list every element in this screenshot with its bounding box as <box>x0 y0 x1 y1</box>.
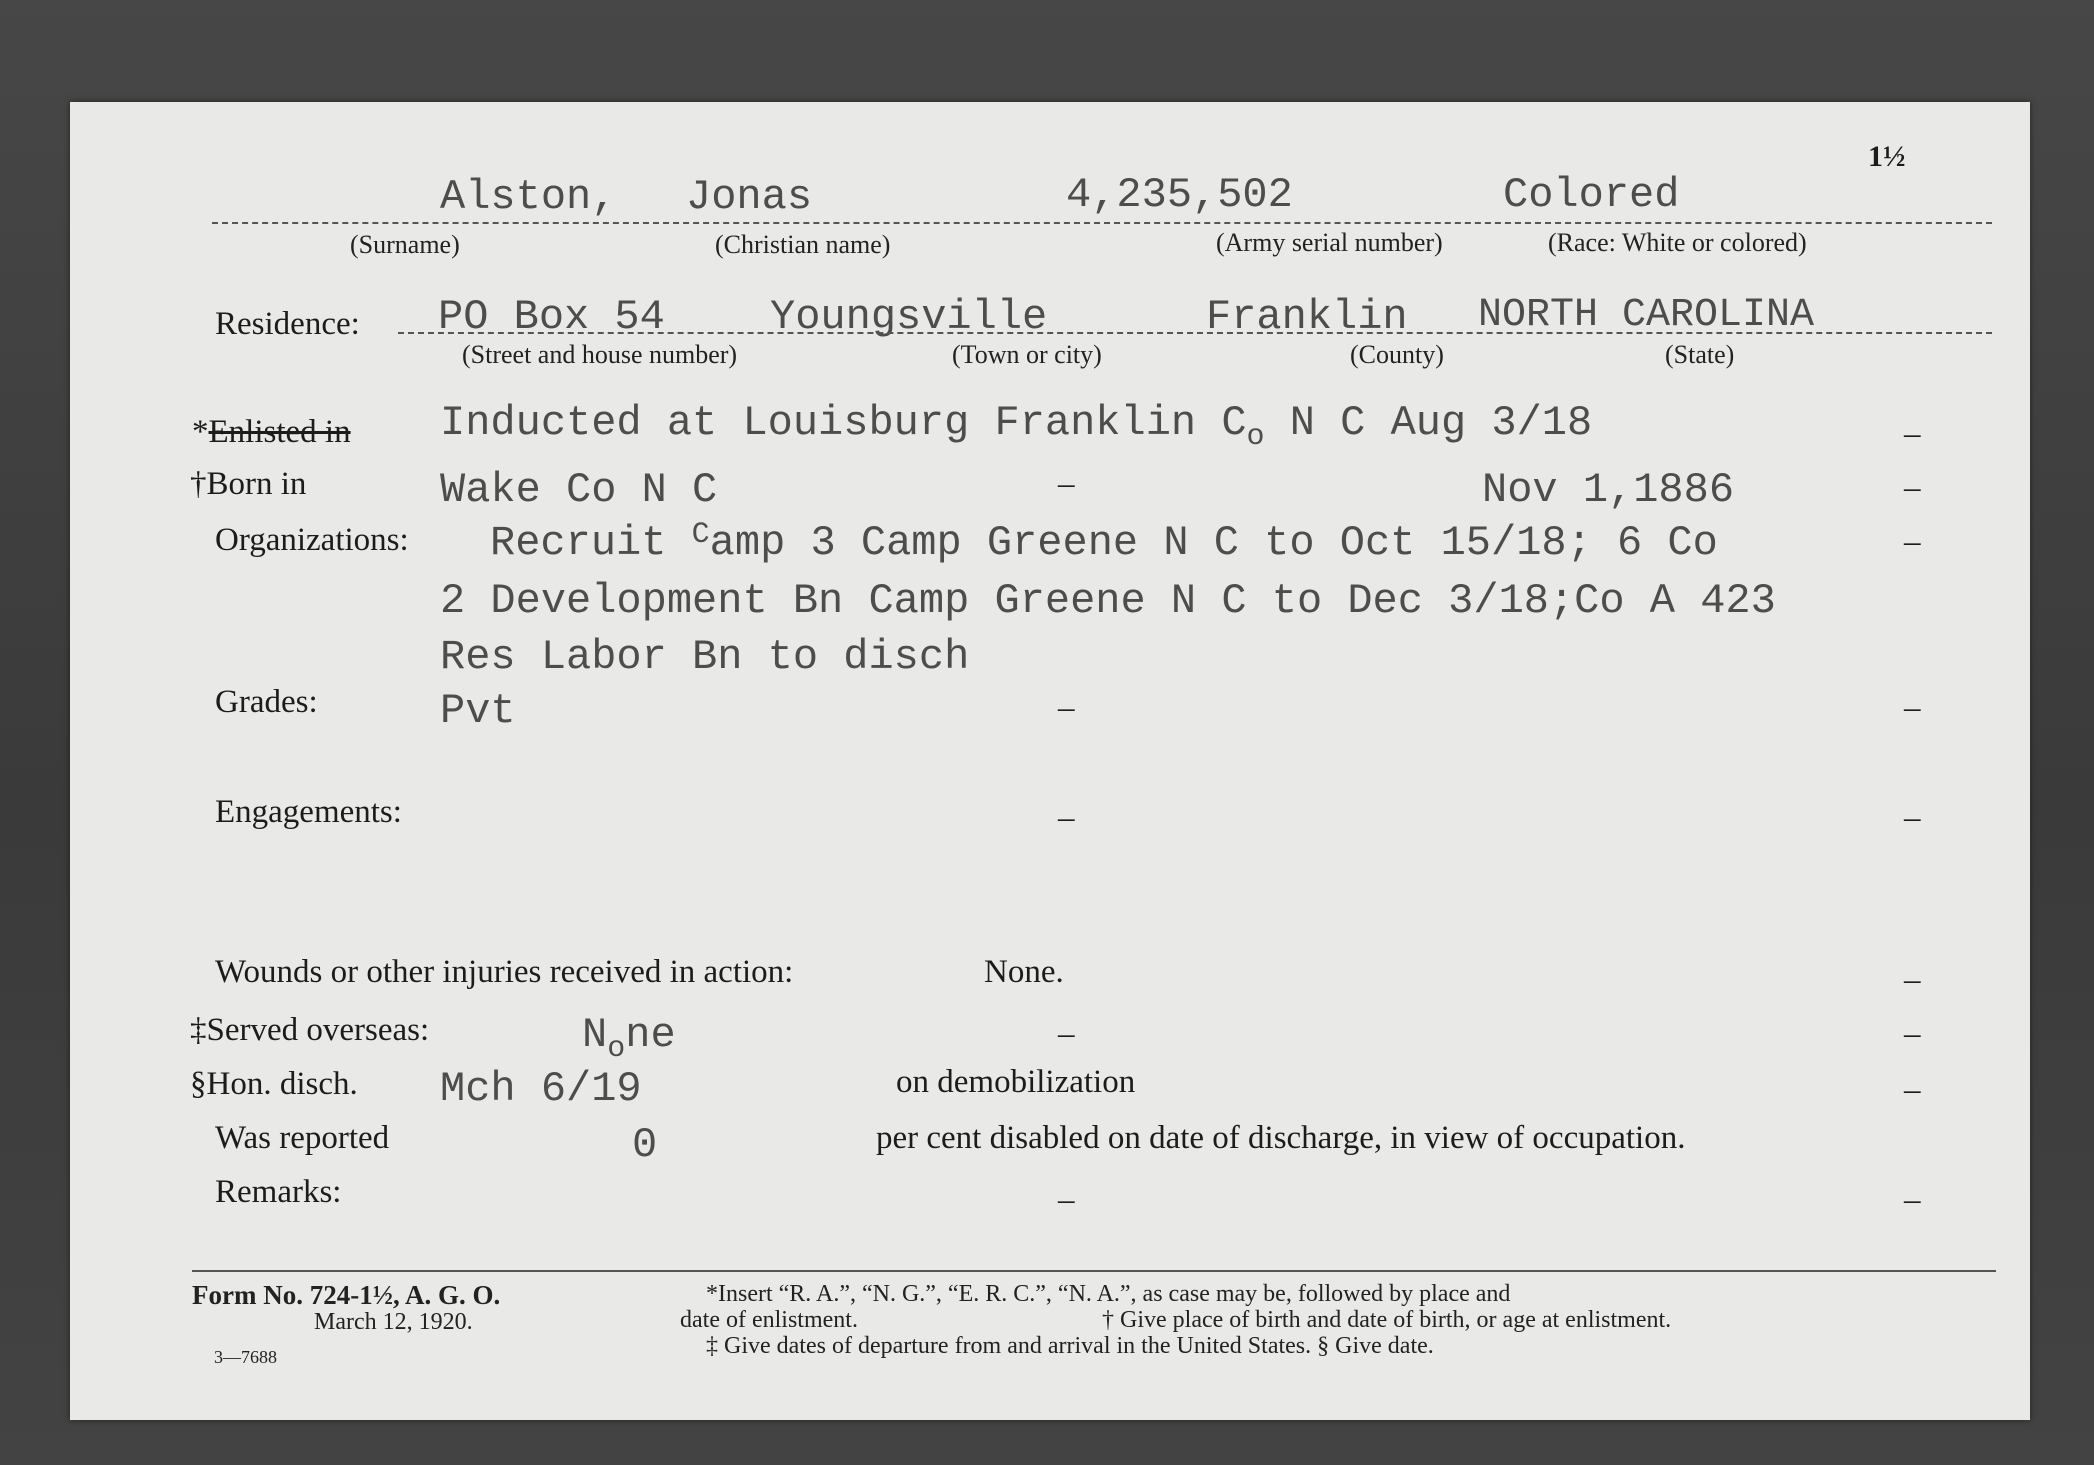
grades-dash: – <box>1904 690 1921 726</box>
corner-number: 1½ <box>1868 140 1906 173</box>
discharge-dash: – <box>1904 1072 1921 1108</box>
serial-number-caption: (Army serial number) <box>1216 228 1443 257</box>
residence-state-value: NORTH CAROLINA <box>1478 293 1815 338</box>
born-date-value: Nov 1,1886 <box>1482 466 1735 514</box>
enlisted-dash: – <box>1904 416 1921 452</box>
christian-name-value: Jonas <box>686 173 813 221</box>
born-dash: – <box>1904 470 1921 506</box>
grades-label: Grades: <box>215 684 318 720</box>
wounds-label: Wounds or other injuries received in action: <box>215 954 794 990</box>
town-caption: (Town or city) <box>952 340 1102 369</box>
form-date: March 12, 1920. <box>314 1309 473 1335</box>
engagements-label: Engagements: <box>215 794 402 830</box>
enlisted-mark: * <box>192 414 209 450</box>
race-value: Colored <box>1503 171 1680 219</box>
state-caption: (State) <box>1665 340 1735 369</box>
overseas-value: $N_one$ <box>582 1011 676 1066</box>
organizations-line2: 2 Development Bn Camp Greene N C to Dec 3/18;Co A 423 <box>440 577 1776 625</box>
wounds-dash: – <box>1904 962 1921 998</box>
remarks-label: Remarks: <box>215 1174 342 1210</box>
print-code: 3—7688 <box>214 1347 277 1367</box>
engagements-center-dash: – <box>1058 800 1075 836</box>
reported-label: Was reported <box>215 1120 390 1156</box>
wounds-value: None. <box>984 954 1064 990</box>
enlisted-label-text: Enlisted in <box>208 414 351 450</box>
organizations-label: Organizations: <box>215 522 409 558</box>
discharge-note: on demobilization <box>896 1064 1136 1100</box>
residence-line <box>398 332 1992 334</box>
footer-note-2b: † Give place of birth and date of birth, or age at enlistment. <box>1102 1307 1672 1333</box>
christian-name-caption: (Christian name) <box>715 230 891 259</box>
footer-note-3: ‡ Give dates of departure from and arrival in the United States. § Give date. <box>706 1333 1434 1359</box>
name-line <box>212 222 1992 224</box>
born-center-dash: – <box>1058 466 1075 502</box>
surname-caption: (Surname) <box>350 230 460 259</box>
county-caption: (County) <box>1350 340 1444 369</box>
discharge-value: Mch 6/19 <box>440 1065 642 1113</box>
residence-label: Residence: <box>215 306 360 342</box>
grades-center-dash: – <box>1058 690 1075 726</box>
born-label: †Born in <box>190 466 307 502</box>
surname-value: Alston, <box>440 173 617 221</box>
discharge-label: §Hon. disch. <box>190 1066 358 1102</box>
footer-rule <box>192 1270 1996 1272</box>
residence-town-value: Youngsville <box>770 293 1048 341</box>
born-place-value: Wake Co N C <box>440 466 718 514</box>
overseas-label: ‡Served overseas: <box>190 1012 430 1048</box>
form-number: Form No. 724-1½, A. G. O. <box>192 1280 501 1310</box>
residence-county-value: Franklin <box>1206 293 1408 341</box>
enlisted-label <box>192 416 351 449</box>
residence-street-value: PO Box 54 <box>438 293 665 341</box>
street-caption: (Street and house number) <box>462 340 738 369</box>
footer-note-2a: date of enlistment. <box>680 1307 858 1333</box>
footer-note-1: *Insert “R. A.”, “N. G.”, “E. R. C.”, “N. A.”, as case may be, followed by place and <box>706 1281 1511 1307</box>
reported-text: per cent disabled on date of discharge, in view of occupation. <box>876 1120 1686 1156</box>
remarks-center-dash: – <box>1058 1182 1075 1218</box>
serial-number-value: 4,235,502 <box>1066 171 1293 219</box>
reported-value: 0 <box>632 1121 658 1169</box>
grades-value: Pvt <box>440 687 516 735</box>
organizations-line1: Recruit $^C$amp 3 Camp Greene N C to Oct 15/18; 6 Co <box>490 518 1718 567</box>
enlisted-value: Inducted at Louisburg Franklin $C_o$ N C Aug 3/18 <box>440 399 1593 454</box>
overseas-center-dash: – <box>1058 1016 1075 1052</box>
overseas-dash: – <box>1904 1016 1921 1052</box>
organizations-dash: – <box>1904 524 1921 560</box>
organizations-line3: Res Labor Bn to disch <box>440 633 970 681</box>
race-caption: (Race: White or colored) <box>1548 228 1807 257</box>
service-record-card <box>70 102 2030 1420</box>
remarks-dash: – <box>1904 1182 1921 1218</box>
engagements-dash: – <box>1904 800 1921 836</box>
